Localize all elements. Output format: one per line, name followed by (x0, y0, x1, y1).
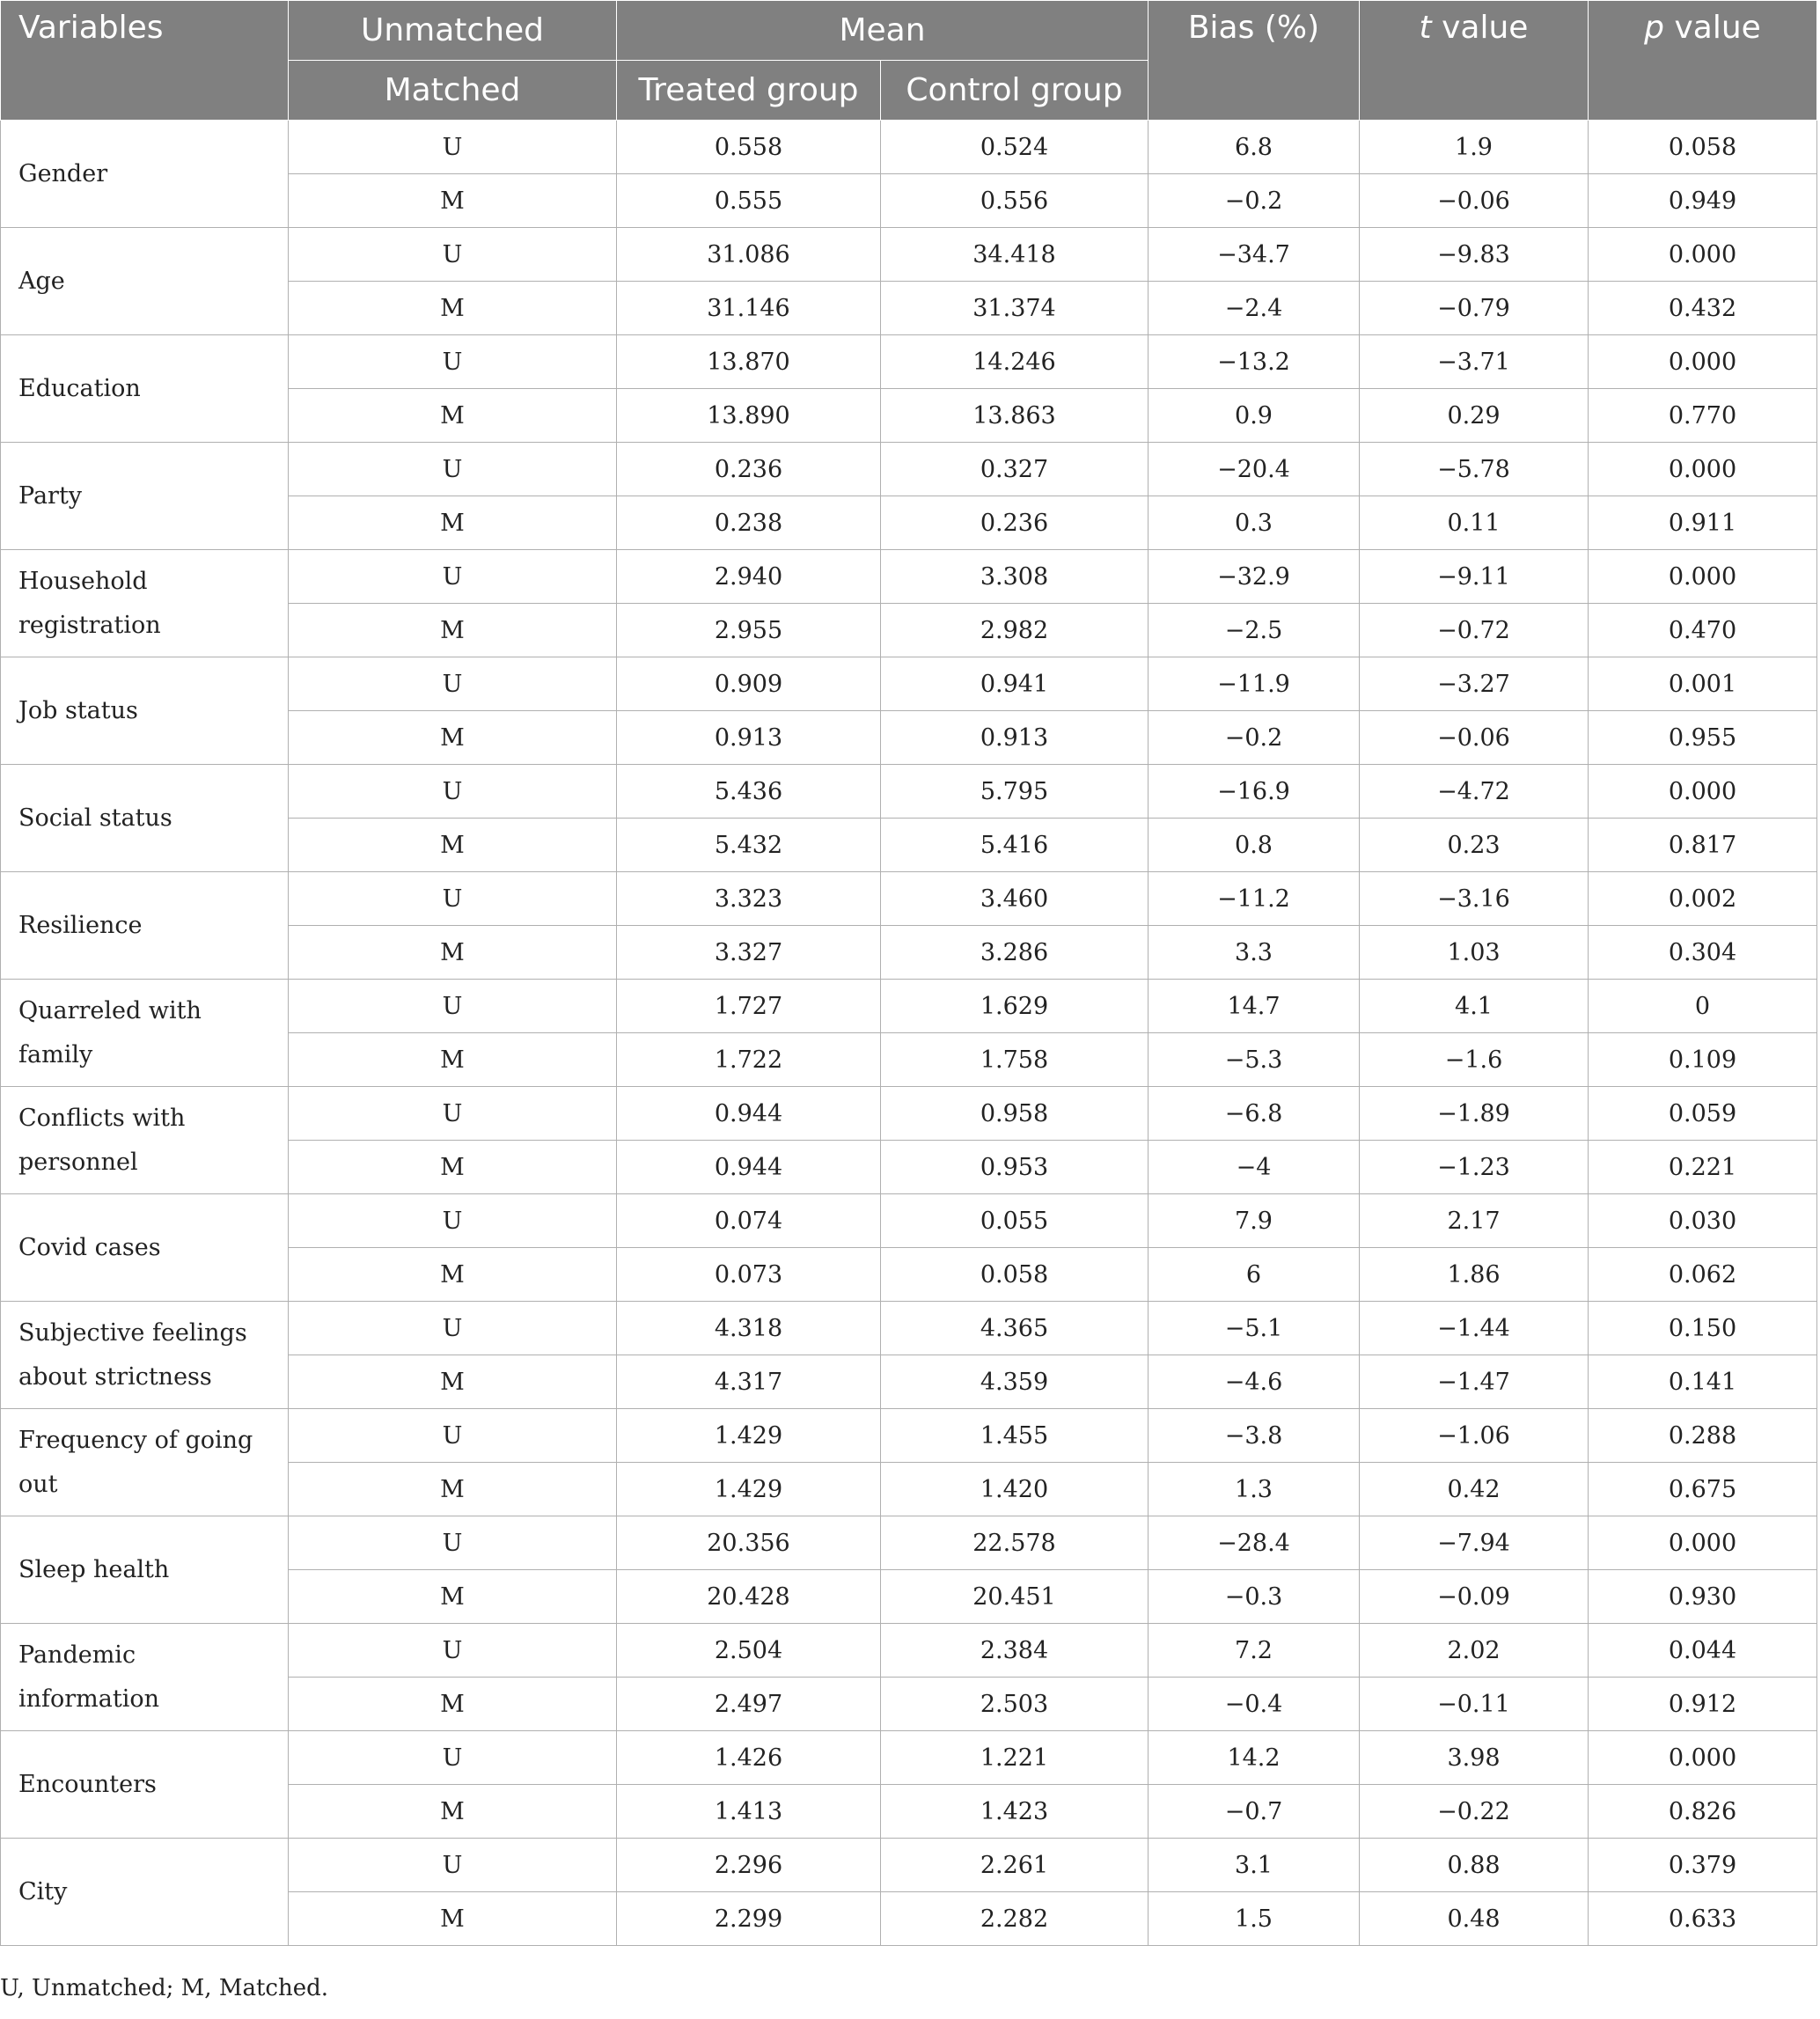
variable-name-cell: Education (1, 335, 289, 443)
variable-name-cell: Party (1, 443, 289, 550)
variable-name-cell: City (1, 1839, 289, 1946)
t-value-cell: 0.42 (1360, 1463, 1589, 1516)
control-mean-cell: 2.261 (881, 1839, 1149, 1892)
treated-mean-cell: 5.432 (617, 819, 881, 872)
t-value-cell: 2.17 (1360, 1194, 1589, 1248)
t-value-cell: −1.44 (1360, 1302, 1589, 1355)
t-value-cell: 1.03 (1360, 926, 1589, 980)
treated-mean-cell: 0.944 (617, 1087, 881, 1141)
control-mean-cell: 0.958 (881, 1087, 1149, 1141)
treated-mean-cell: 0.909 (617, 657, 881, 711)
sample-cell: M (289, 1463, 617, 1516)
sample-cell: U (289, 657, 617, 711)
treated-mean-cell: 2.955 (617, 604, 881, 657)
treated-mean-cell: 31.086 (617, 228, 881, 282)
table-row (1, 980, 1817, 1033)
sample-cell: U (289, 1731, 617, 1785)
sample-cell: M (289, 926, 617, 980)
t-value-cell: −3.27 (1360, 657, 1589, 711)
p-value-cell: 0.059 (1589, 1087, 1817, 1141)
header-row-1 (1, 1, 1817, 61)
sample-cell: M (289, 604, 617, 657)
t-value-cell: 1.86 (1360, 1248, 1589, 1302)
variable-name-cell: Subjective feelings about strictness (1, 1302, 289, 1409)
control-mean-cell: 1.629 (881, 980, 1149, 1033)
t-value-cell: −9.83 (1360, 228, 1589, 282)
p-value-cell: 0.304 (1589, 926, 1817, 980)
sample-cell: M (289, 389, 617, 443)
treated-mean-cell: 0.236 (617, 443, 881, 496)
p-value-cell: 0.044 (1589, 1624, 1817, 1678)
sample-cell: M (289, 496, 617, 550)
treated-mean-cell: 4.318 (617, 1302, 881, 1355)
p-value-cell: 0.288 (1589, 1409, 1817, 1463)
control-mean-cell: 0.556 (881, 174, 1149, 228)
control-mean-cell: 3.460 (881, 872, 1149, 926)
treated-mean-cell: 13.890 (617, 389, 881, 443)
p-value-cell: 0.109 (1589, 1033, 1817, 1087)
control-mean-cell: 1.420 (881, 1463, 1149, 1516)
sample-cell: U (289, 872, 617, 926)
sample-cell: U (289, 550, 617, 604)
table-row (1, 1839, 1817, 1892)
sample-cell: M (289, 1141, 617, 1194)
control-mean-cell: 0.327 (881, 443, 1149, 496)
p-value-cell: 0.949 (1589, 174, 1817, 228)
table-row (1, 1731, 1817, 1785)
bias-cell: −6.8 (1149, 1087, 1360, 1141)
sample-cell: M (289, 1248, 617, 1302)
t-value-cell: −0.72 (1360, 604, 1589, 657)
control-mean-cell: 1.423 (881, 1785, 1149, 1839)
treated-mean-cell: 1.727 (617, 980, 881, 1033)
p-value-label: value (1664, 10, 1761, 46)
sample-cell: M (289, 819, 617, 872)
table-row (1, 1624, 1817, 1678)
bias-cell: −5.3 (1149, 1033, 1360, 1087)
p-value-cell: 0.911 (1589, 496, 1817, 550)
variable-name-cell: Gender (1, 121, 289, 228)
p-value-cell: 0.000 (1589, 550, 1817, 604)
sample-cell: M (289, 711, 617, 765)
t-value-cell: −0.06 (1360, 174, 1589, 228)
sample-cell: U (289, 121, 617, 174)
control-mean-cell: 0.941 (881, 657, 1149, 711)
control-mean-cell: 0.058 (881, 1248, 1149, 1302)
control-mean-cell: 3.286 (881, 926, 1149, 980)
t-value-cell: −9.11 (1360, 550, 1589, 604)
treated-mean-cell: 2.940 (617, 550, 881, 604)
control-mean-cell: 0.913 (881, 711, 1149, 765)
p-value-header (1589, 1, 1817, 121)
control-mean-cell: 5.795 (881, 765, 1149, 819)
control-mean-cell: 31.374 (881, 282, 1149, 335)
p-value-cell: 0.930 (1589, 1570, 1817, 1624)
p-value-cell: 0.675 (1589, 1463, 1817, 1516)
variable-name-cell: Household registration (1, 550, 289, 657)
control-mean-cell: 14.246 (881, 335, 1149, 389)
p-value-cell: 0.379 (1589, 1839, 1817, 1892)
bias-cell: 0.3 (1149, 496, 1360, 550)
bias-cell: −11.2 (1149, 872, 1360, 926)
t-value-cell: −3.16 (1360, 872, 1589, 926)
t-value-cell: −4.72 (1360, 765, 1589, 819)
p-value-cell: 0.000 (1589, 765, 1817, 819)
t-value-cell: −5.78 (1360, 443, 1589, 496)
control-mean-cell: 0.953 (881, 1141, 1149, 1194)
table-row (1, 443, 1817, 496)
control-mean-cell: 1.758 (881, 1033, 1149, 1087)
variable-name-cell: Social status (1, 765, 289, 872)
treated-mean-cell: 31.146 (617, 282, 881, 335)
control-mean-cell: 2.982 (881, 604, 1149, 657)
sample-cell: U (289, 765, 617, 819)
sample-cell: M (289, 1785, 617, 1839)
control-mean-cell: 2.384 (881, 1624, 1149, 1678)
sample-cell: U (289, 1409, 617, 1463)
bias-header: Bias (%) (1149, 1, 1360, 121)
t-value-cell: 0.29 (1360, 389, 1589, 443)
table-row (1, 335, 1817, 389)
sample-cell: U (289, 1839, 617, 1892)
control-mean-cell: 34.418 (881, 228, 1149, 282)
bias-cell: −0.3 (1149, 1570, 1360, 1624)
matched-header: Matched (289, 61, 617, 121)
treated-mean-cell: 0.238 (617, 496, 881, 550)
variable-name-cell: Job status (1, 657, 289, 765)
sample-cell: M (289, 1033, 617, 1087)
variable-name-cell: Pandemic information (1, 1624, 289, 1731)
table-footnote: U, Unmatched; M, Matched. (0, 1975, 329, 2001)
t-value-cell: 3.98 (1360, 1731, 1589, 1785)
variable-name-cell: Frequency of going out (1, 1409, 289, 1516)
treated-mean-cell: 1.426 (617, 1731, 881, 1785)
control-mean-cell: 3.308 (881, 550, 1149, 604)
t-value-cell: 0.11 (1360, 496, 1589, 550)
bias-cell: 6 (1149, 1248, 1360, 1302)
treated-mean-cell: 0.555 (617, 174, 881, 228)
p-value-cell: 0.141 (1589, 1355, 1817, 1409)
bias-cell: −32.9 (1149, 550, 1360, 604)
p-value-cell: 0.030 (1589, 1194, 1817, 1248)
sample-cell: U (289, 1194, 617, 1248)
sample-cell: M (289, 282, 617, 335)
p-value-cell: 0.000 (1589, 1516, 1817, 1570)
table-row (1, 1409, 1817, 1463)
treated-mean-cell: 1.429 (617, 1409, 881, 1463)
p-value-cell: 0.000 (1589, 1731, 1817, 1785)
t-value-cell: 0.23 (1360, 819, 1589, 872)
t-value-cell: 2.02 (1360, 1624, 1589, 1678)
t-value-label: value (1431, 10, 1529, 46)
p-value-cell: 0.817 (1589, 819, 1817, 872)
control-group-header: Control group (881, 61, 1149, 121)
bias-cell: −11.9 (1149, 657, 1360, 711)
variables-header: Variables (1, 1, 289, 121)
table-body (1, 121, 1817, 1946)
t-value-cell: 1.9 (1360, 121, 1589, 174)
p-value-cell: 0.633 (1589, 1892, 1817, 1946)
treated-mean-cell: 0.074 (617, 1194, 881, 1248)
treated-mean-cell: 1.722 (617, 1033, 881, 1087)
table-row (1, 657, 1817, 711)
bias-cell: −34.7 (1149, 228, 1360, 282)
p-value-cell: 0.150 (1589, 1302, 1817, 1355)
treated-mean-cell: 20.428 (617, 1570, 881, 1624)
bias-cell: 6.8 (1149, 121, 1360, 174)
bias-cell: −28.4 (1149, 1516, 1360, 1570)
control-mean-cell: 0.524 (881, 121, 1149, 174)
bias-cell: 3.3 (1149, 926, 1360, 980)
control-mean-cell: 1.455 (881, 1409, 1149, 1463)
t-value-cell: −1.23 (1360, 1141, 1589, 1194)
t-value-cell: 4.1 (1360, 980, 1589, 1033)
t-value-cell: −1.47 (1360, 1355, 1589, 1409)
p-value-cell: 0.912 (1589, 1678, 1817, 1731)
bias-cell: −2.4 (1149, 282, 1360, 335)
treated-mean-cell: 0.913 (617, 711, 881, 765)
treated-mean-cell: 2.497 (617, 1678, 881, 1731)
sample-cell: M (289, 1355, 617, 1409)
bias-cell: −3.8 (1149, 1409, 1360, 1463)
sample-cell: M (289, 1570, 617, 1624)
p-value-cell: 0.432 (1589, 282, 1817, 335)
bias-cell: 14.2 (1149, 1731, 1360, 1785)
variable-name-cell: Age (1, 228, 289, 335)
treated-mean-cell: 5.436 (617, 765, 881, 819)
sample-cell: M (289, 174, 617, 228)
sample-cell: M (289, 1892, 617, 1946)
control-mean-cell: 1.221 (881, 1731, 1149, 1785)
treated-mean-cell: 2.504 (617, 1624, 881, 1678)
bias-cell: 1.3 (1149, 1463, 1360, 1516)
control-mean-cell: 0.055 (881, 1194, 1149, 1248)
control-mean-cell: 22.578 (881, 1516, 1149, 1570)
treated-mean-cell: 2.296 (617, 1839, 881, 1892)
control-mean-cell: 13.863 (881, 389, 1149, 443)
treated-mean-cell: 2.299 (617, 1892, 881, 1946)
treated-group-header: Treated group (617, 61, 881, 121)
treated-mean-cell: 0.944 (617, 1141, 881, 1194)
p-symbol: p (1644, 10, 1665, 46)
p-value-cell: 0.001 (1589, 657, 1817, 711)
bias-cell: −20.4 (1149, 443, 1360, 496)
table-row (1, 550, 1817, 604)
treated-mean-cell: 1.429 (617, 1463, 881, 1516)
t-value-header (1360, 1, 1589, 121)
bias-cell: −0.7 (1149, 1785, 1360, 1839)
table-row (1, 1302, 1817, 1355)
bias-cell: 7.9 (1149, 1194, 1360, 1248)
variable-name-cell: Covid cases (1, 1194, 289, 1302)
sample-cell: M (289, 1678, 617, 1731)
sample-cell: U (289, 228, 617, 282)
sample-cell: U (289, 980, 617, 1033)
table-row (1, 121, 1817, 174)
treated-mean-cell: 0.558 (617, 121, 881, 174)
table-row (1, 228, 1817, 282)
t-value-cell: 0.88 (1360, 1839, 1589, 1892)
t-value-cell: −1.89 (1360, 1087, 1589, 1141)
p-value-cell: 0.000 (1589, 335, 1817, 389)
table-row (1, 765, 1817, 819)
treated-mean-cell: 0.073 (617, 1248, 881, 1302)
table-row (1, 1087, 1817, 1141)
control-mean-cell: 4.365 (881, 1302, 1149, 1355)
bias-cell: 7.2 (1149, 1624, 1360, 1678)
bias-cell: 0.8 (1149, 819, 1360, 872)
sample-cell: U (289, 1302, 617, 1355)
t-value-cell: −1.06 (1360, 1409, 1589, 1463)
variable-name-cell: Sleep health (1, 1516, 289, 1624)
p-value-cell: 0.000 (1589, 228, 1817, 282)
p-value-cell: 0.058 (1589, 121, 1817, 174)
bias-cell: −4.6 (1149, 1355, 1360, 1409)
control-mean-cell: 2.282 (881, 1892, 1149, 1946)
control-mean-cell: 20.451 (881, 1570, 1149, 1624)
table-row (1, 872, 1817, 926)
treated-mean-cell: 3.323 (617, 872, 881, 926)
t-value-cell: −0.22 (1360, 1785, 1589, 1839)
bias-cell: 0.9 (1149, 389, 1360, 443)
variable-name-cell: Resilience (1, 872, 289, 980)
p-value-cell: 0.221 (1589, 1141, 1817, 1194)
bias-cell: −4 (1149, 1141, 1360, 1194)
t-value-cell: −7.94 (1360, 1516, 1589, 1570)
sample-cell: U (289, 1624, 617, 1678)
p-value-cell: 0.000 (1589, 443, 1817, 496)
treated-mean-cell: 20.356 (617, 1516, 881, 1570)
control-mean-cell: 2.503 (881, 1678, 1149, 1731)
treated-mean-cell: 3.327 (617, 926, 881, 980)
bias-cell: −0.2 (1149, 174, 1360, 228)
sample-cell: U (289, 443, 617, 496)
variable-name-cell: Conflicts with personnel (1, 1087, 289, 1194)
p-value-cell: 0.955 (1589, 711, 1817, 765)
bias-cell: −5.1 (1149, 1302, 1360, 1355)
sample-cell: U (289, 335, 617, 389)
bias-cell: −2.5 (1149, 604, 1360, 657)
variable-name-cell: Quarreled with family (1, 980, 289, 1087)
t-value-cell: 0.48 (1360, 1892, 1589, 1946)
bias-cell: −0.2 (1149, 711, 1360, 765)
sample-cell: U (289, 1516, 617, 1570)
p-value-cell: 0.470 (1589, 604, 1817, 657)
p-value-cell: 0.770 (1589, 389, 1817, 443)
t-symbol: t (1419, 10, 1432, 46)
unmatched-header: Unmatched (289, 1, 617, 61)
t-value-cell: −0.11 (1360, 1678, 1589, 1731)
treated-mean-cell: 13.870 (617, 335, 881, 389)
bias-cell: 3.1 (1149, 1839, 1360, 1892)
t-value-cell: −1.6 (1360, 1033, 1589, 1087)
variable-name-cell: Encounters (1, 1731, 289, 1839)
treated-mean-cell: 4.317 (617, 1355, 881, 1409)
t-value-cell: −0.09 (1360, 1570, 1589, 1624)
mean-header: Mean (617, 1, 1149, 61)
control-mean-cell: 0.236 (881, 496, 1149, 550)
table-row (1, 1516, 1817, 1570)
control-mean-cell: 5.416 (881, 819, 1149, 872)
bias-cell: 1.5 (1149, 1892, 1360, 1946)
bias-cell: −13.2 (1149, 335, 1360, 389)
p-value-cell: 0.826 (1589, 1785, 1817, 1839)
bias-cell: −0.4 (1149, 1678, 1360, 1731)
t-value-cell: −0.06 (1360, 711, 1589, 765)
bias-cell: 14.7 (1149, 980, 1360, 1033)
sample-cell: U (289, 1087, 617, 1141)
table-row (1, 1194, 1817, 1248)
p-value-cell: 0.062 (1589, 1248, 1817, 1302)
control-mean-cell: 4.359 (881, 1355, 1149, 1409)
p-value-cell: 0.002 (1589, 872, 1817, 926)
bias-cell: −16.9 (1149, 765, 1360, 819)
p-value-cell: 0 (1589, 980, 1817, 1033)
treated-mean-cell: 1.413 (617, 1785, 881, 1839)
t-value-cell: −3.71 (1360, 335, 1589, 389)
t-value-cell: −0.79 (1360, 282, 1589, 335)
